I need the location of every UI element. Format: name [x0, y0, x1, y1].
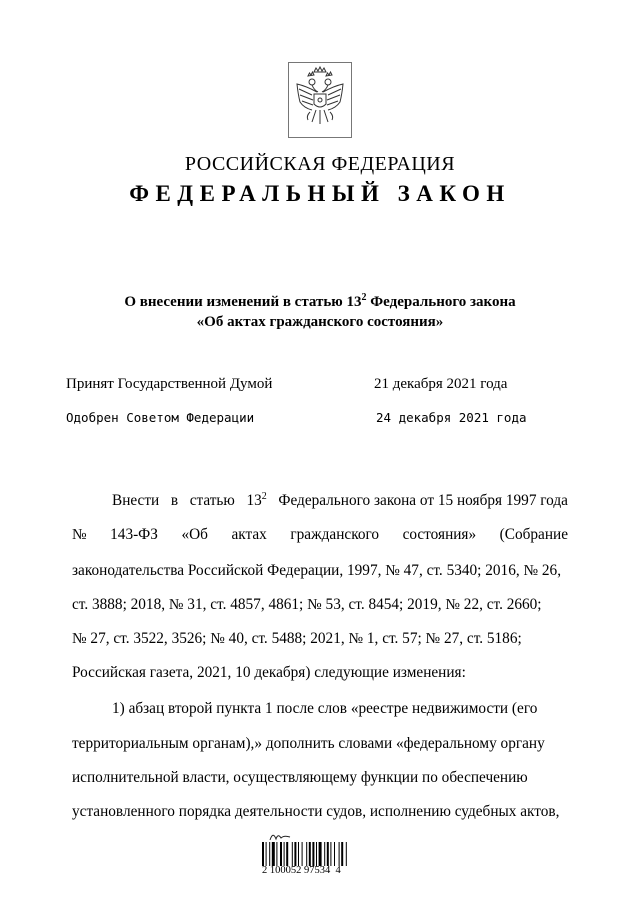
- body-line: Российская газета, 2021, 10 декабря) следующие изменения:: [72, 664, 466, 681]
- body-line: территориальным органам),» дополнить словами «федеральному органу: [72, 735, 545, 752]
- council-approval-date: 24 декабря 2021 года: [376, 410, 527, 425]
- body-line: № 27, ст. 3522, 3526; № 40, ст. 5488; 2021, № 1, ст. 57; № 27, ст. 5186;: [72, 630, 522, 647]
- signature-icon: [268, 829, 292, 843]
- body-line: законодательства Российской Федерации, 1997, № 47, ст. 5340; 2016, № 26,: [72, 562, 562, 579]
- body-line: установленного порядка деятельности судов, исполнению судебных актов,: [72, 803, 560, 820]
- body-line: 1) абзац второй пункта 1 после слов «реестре недвижимости (его: [112, 700, 538, 717]
- coat-of-arms-icon: [288, 62, 352, 138]
- council-approval-label: Одобрен Советом Федерации: [66, 410, 255, 425]
- country-name: РОССИЙСКАЯ ФЕДЕРАЦИЯ: [184, 153, 456, 175]
- duma-adoption-date: 21 декабря 2021 года: [374, 376, 508, 392]
- law-title: О внесении изменений в статью $13^2$ Федерального закона «Об актах гражданского состояния»: [124, 292, 516, 330]
- barcode-number: 2 100052 97534 4: [262, 865, 341, 876]
- body-line: исполнительной власти, осуществляющему функции по обеспечению: [72, 769, 528, 786]
- document-type: ФЕДЕРАЛЬНЫЙ ЗАКОН: [129, 181, 511, 206]
- body-line: № 143-ФЗ «Об актах гражданского состояния» (Собрание: [72, 526, 568, 543]
- body-line: ст. 3888; 2018, № 31, ст. 4857, 4861; № 53, ст. 8454; 2019, № 22, ст. 2660;: [72, 596, 542, 613]
- duma-adoption-label: Принят Государственной Думой: [66, 376, 273, 392]
- barcode-icon: [262, 842, 382, 866]
- body-line: Внести в статью $13^2$ Федерального закона от 15 ноября 1997 года: [112, 490, 568, 509]
